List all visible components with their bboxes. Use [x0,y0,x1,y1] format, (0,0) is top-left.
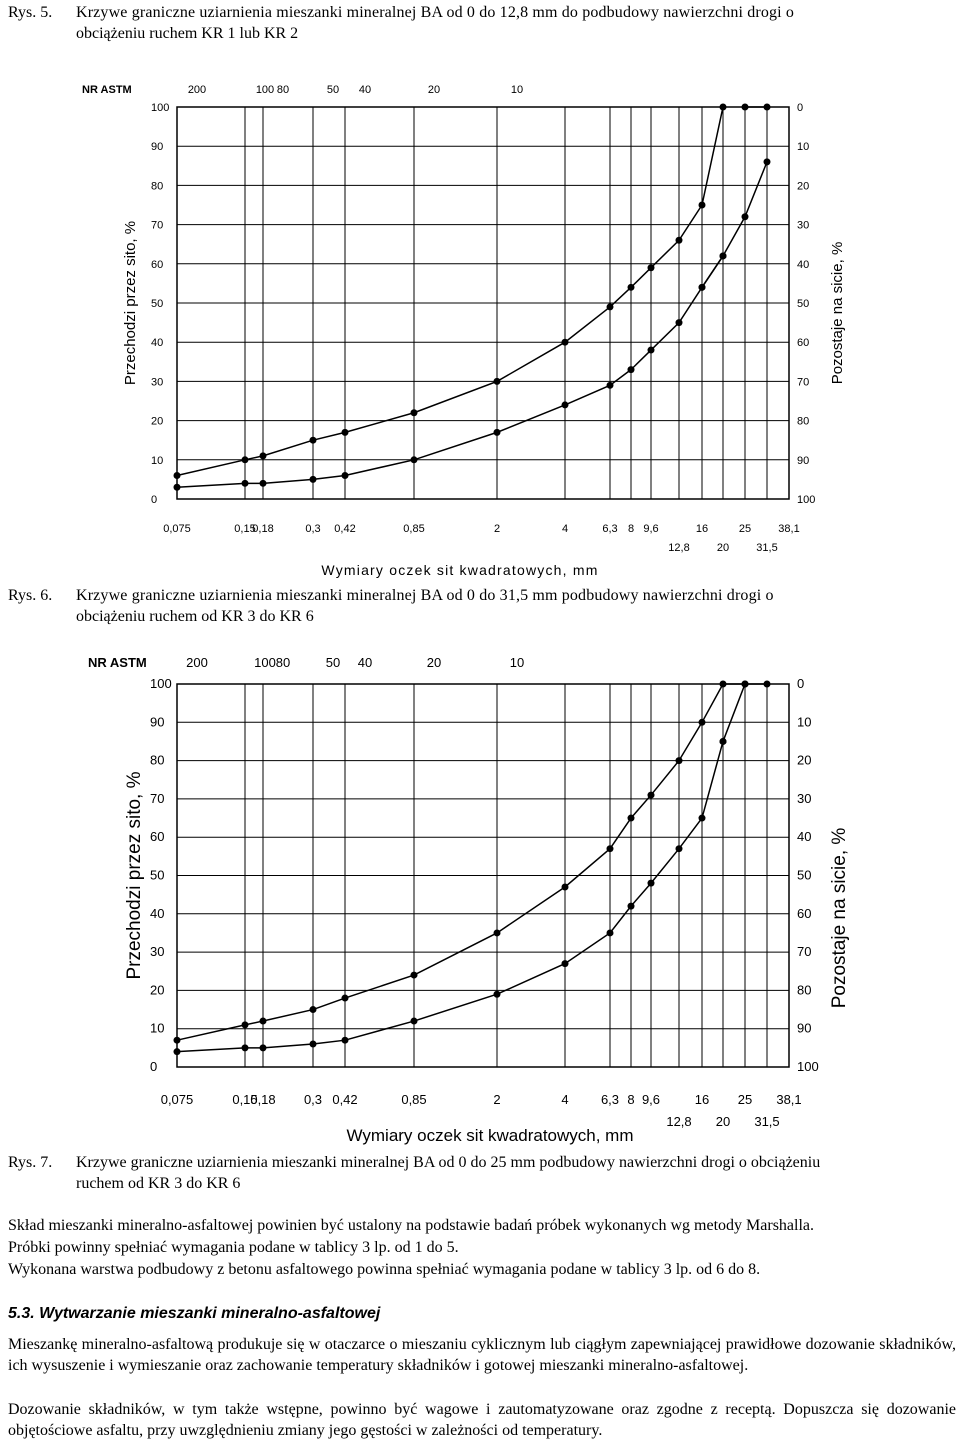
astm-tick-label: 80 [275,655,291,670]
x-tick-label: 16 [695,523,709,535]
y-tick-label-left: 80 [150,752,165,768]
y-tick-label-left: 80 [151,180,164,193]
figure-6-number: Rys. 6. [8,587,53,604]
paragraph-marshall: Skład mieszanki mineralno-asfaltowej powinien być ustalony na podstawie badań próbek wykonanych wg metody Marshalla. [8,1217,815,1234]
y-tick-label-right: 100 [797,494,816,506]
data-point [562,339,569,346]
x-tick-label: 25 [738,523,752,535]
x-tick-label: 12,8 [668,542,690,554]
astm-tick-label: 80 [276,84,290,96]
y-tick-label-left: 70 [151,219,164,232]
data-point [310,1041,317,1048]
x-tick-label: 0,18 [250,1092,276,1107]
astm-tick-label: 40 [357,655,373,670]
y-tick-label-left: 50 [151,298,164,310]
figure-7-caption-line2: ruchem od KR 3 do KR 6 [76,1175,241,1192]
data-point [699,815,706,822]
data-point [494,929,501,936]
y-axis-label-right: Pozostaje na sicie, % [829,827,850,1009]
data-point [562,401,569,408]
figure-6-caption [8,585,956,627]
x-tick-label: 20 [716,542,730,554]
data-point [676,845,683,852]
x-tick-label: 16 [694,1092,710,1107]
x-tick-label: 2 [493,1092,501,1107]
data-point [628,815,635,822]
data-point [242,1044,249,1051]
y-tick-label-right: 30 [797,790,812,806]
grading-curve-2 [177,256,723,487]
data-point [764,104,771,111]
data-point [699,284,706,291]
x-tick-label: 8 [627,523,635,535]
y-tick-label-right: 100 [797,1059,819,1074]
y-tick-label-right: 90 [797,1020,812,1036]
data-point [607,845,614,852]
y-tick-label-left: 70 [150,790,165,806]
y-tick-label-left: 0 [150,1059,158,1074]
data-point [260,1044,267,1051]
data-point [628,284,635,291]
data-point [742,681,749,688]
y-axis-label-left: Przechodzi przez sito, % [124,771,145,980]
figure-5-number: Rys. 5. [8,4,53,21]
y-tick-label-right: 10 [797,714,812,730]
y-tick-label-right: 0 [797,102,804,114]
data-point [174,484,181,491]
data-point [676,319,683,326]
y-tick-label-left: 30 [151,376,164,389]
x-tick-label: 38,1 [776,1092,802,1107]
data-point [720,681,727,688]
data-point [494,429,501,436]
y-tick-label-right: 80 [797,415,810,428]
y-tick-label-right: 50 [797,298,810,310]
grading-curve-2 [177,741,723,1051]
paragraph-production: Mieszankę mineralno-asfaltową produkuje się w otaczarce o mieszaniu cyklicznym lub ciągłym zapewniającej prawidłowe dozowanie składników, ich wysuszenie i wymieszanie oraz zachowanie temperatury składników i gotowej mieszanki mineralno-asfaltowej. [8,1336,956,1374]
data-point [174,1037,181,1044]
y-tick-label-right: 10 [797,141,810,154]
data-point [699,719,706,726]
y-tick-label-right: 40 [797,829,812,845]
figure-7-caption [8,1152,956,1194]
y-tick-label-right: 90 [797,454,810,467]
x-tick-label: 9,6 [641,1092,661,1107]
y-tick-label-left: 40 [151,337,164,350]
section-heading: 5.3. Wytwarzanie mieszanki mineralno-asfaltowej [8,1305,381,1322]
data-point [607,303,614,310]
astm-tick-label: 100 [254,655,276,670]
astm-tick-label: 200 [187,84,207,96]
y-tick-label-right: 80 [797,982,812,998]
data-point [764,158,771,165]
y-tick-label-right: 60 [797,337,810,350]
y-tick-label-left: 100 [150,676,172,691]
figure-5-caption-line1: Krzywe graniczne uziarnienia mieszanki mineralnej BA od 0 do 12,8 mm do podbudowy nawierzchni drogi o [76,4,795,21]
data-point [411,456,418,463]
x-tick-label: 12,8 [666,1114,692,1129]
data-point [764,681,771,688]
y-tick-label-left: 90 [150,714,165,730]
grading-chart-1 [0,80,960,620]
data-point [411,1018,418,1025]
astm-tick-label: 40 [358,84,372,96]
data-point [310,437,317,444]
y-tick-label-right: 20 [797,180,810,193]
figure-5-caption-line2: obciążeniu ruchem KR 1 lub KR 2 [76,25,299,42]
y-tick-label-left: 60 [150,829,165,845]
x-tick-label: 8 [627,1092,635,1107]
figure-7-caption-line1: Krzywe graniczne uziarnienia mieszanki mineralnej BA od 0 do 25 mm podbudowy nawierzchni drogi o obciążeniu [76,1154,821,1171]
x-tick-label: 31,5 [756,542,778,554]
y-tick-label-right: 70 [797,944,812,960]
x-tick-label: 38,1 [778,523,800,535]
x-tick-label: 4 [561,523,569,535]
data-point [411,409,418,416]
y-tick-label-right: 20 [797,752,812,768]
x-tick-label: 0,075 [163,523,191,535]
data-point [648,792,655,799]
astm-tick-label: 20 [427,84,441,96]
y-tick-label-left: 50 [150,867,165,883]
grading-curve-1 [177,684,745,1040]
data-point [742,104,749,111]
y-tick-label-left: 20 [150,982,165,998]
data-point [607,929,614,936]
astm-tick-label: 10 [509,655,525,670]
data-point [648,264,655,271]
astm-tick-label: 10 [510,84,524,96]
x-tick-label: 0,15 [232,1092,258,1107]
data-point [676,237,683,244]
x-tick-label: 0,18 [252,523,274,535]
y-tick-label-right: 0 [797,676,805,691]
data-point [699,202,706,209]
x-tick-label: 20 [715,1114,731,1129]
data-point [174,1048,181,1055]
data-point [260,1018,267,1025]
data-point [494,991,501,998]
astm-label: NR ASTM [88,655,147,670]
x-tick-label: 0,3 [303,1092,323,1107]
data-point [342,1037,349,1044]
data-point [494,378,501,385]
figure-6-caption-line2: obciążeniu ruchem od KR 3 do KR 6 [76,608,314,625]
y-tick-label-left: 10 [150,1020,165,1036]
figure-6-caption-line1: Krzywe graniczne uziarnienia mieszanki mineralnej BA od 0 do 31,5 mm podbudowy nawierzchni drogi o [76,587,774,604]
x-tick-label: 25 [737,1092,753,1107]
y-tick-label-right: 30 [797,219,810,232]
data-point [260,480,267,487]
astm-label: NR ASTM [82,84,132,96]
data-point [342,429,349,436]
y-tick-label-left: 20 [151,415,164,428]
data-point [562,960,569,967]
data-point [607,382,614,389]
y-tick-label-right: 60 [797,905,812,921]
x-tick-label: 0,85 [401,1092,427,1107]
x-tick-label: 0,85 [403,523,425,535]
astm-tick-label: 200 [186,655,208,670]
data-point [260,452,267,459]
x-tick-label: 31,5 [754,1114,780,1129]
x-tick-label: 4 [561,1092,569,1107]
data-point [342,472,349,479]
y-axis-label-left: Przechodzi przez sito, % [122,220,139,386]
x-tick-label: 0,42 [332,1092,358,1107]
x-tick-label: 0,3 [305,523,321,535]
y-tick-label-left: 0 [151,494,158,506]
data-point [628,366,635,373]
y-tick-label-right: 40 [797,258,810,271]
data-point [676,757,683,764]
data-point [242,480,249,487]
y-tick-label-right: 70 [797,376,810,389]
x-tick-label: 0,15 [234,523,256,535]
data-point [742,213,749,220]
astm-tick-label: 50 [325,655,341,670]
data-point [720,104,727,111]
x-axis-label: Wymiary oczek sit kwadratowych, mm [346,1126,634,1145]
data-point [342,995,349,1002]
data-point [562,883,569,890]
y-tick-label-left: 10 [151,454,164,467]
x-tick-label: 0,42 [334,523,356,535]
paragraph-samples: Próbki powinny spełniać wymagania podane w tablicy 3 lp. od 1 do 5. [8,1239,459,1256]
y-tick-label-right: 50 [797,867,812,883]
y-tick-label-left: 30 [150,944,165,960]
y-tick-label-left: 90 [151,141,164,154]
astm-tick-label: 50 [326,84,340,96]
data-point [628,903,635,910]
grading-chart-2 [0,650,960,1150]
figure-7-number: Rys. 7. [8,1154,53,1171]
x-tick-label: 6,3 [602,523,618,535]
y-tick-label-left: 40 [150,905,165,921]
data-point [242,1021,249,1028]
x-tick-label: 0,075 [160,1092,194,1107]
x-tick-label: 6,3 [600,1092,620,1107]
x-tick-label: 9,6 [643,523,659,535]
paragraph-layer-requirements: Wykonana warstwa podbudowy z betonu asfaltowego powinna spełniać wymagania podane w tablicy 3 lp. od 6 do 8. [8,1261,761,1278]
y-tick-label-left: 60 [151,258,164,271]
y-axis-label-right: Pozostaje na sicie, % [829,241,846,385]
x-axis-label: Wymiary oczek sit kwadratowych, mm [321,562,599,578]
data-point [648,347,655,354]
data-point [411,972,418,979]
data-point [310,476,317,483]
data-point [242,456,249,463]
data-point [174,472,181,479]
astm-tick-label: 100 [255,84,275,96]
data-point [720,252,727,259]
x-tick-label: 2 [493,523,501,535]
data-point [648,880,655,887]
astm-tick-label: 20 [426,655,442,670]
data-point [310,1006,317,1013]
data-point [720,738,727,745]
y-tick-label-left: 100 [151,102,170,114]
paragraph-dosing: Dozowanie składników, w tym także wstępne, powinno być wagowe i zautomatyzowane oraz zgodne z receptą. Dopuszcza się dozowanie objętościowe asfaltu, przy uwzględnieniu zmiany jego gęstości w zależności od temperatury. [8,1401,956,1439]
figure-5-caption [8,2,956,44]
